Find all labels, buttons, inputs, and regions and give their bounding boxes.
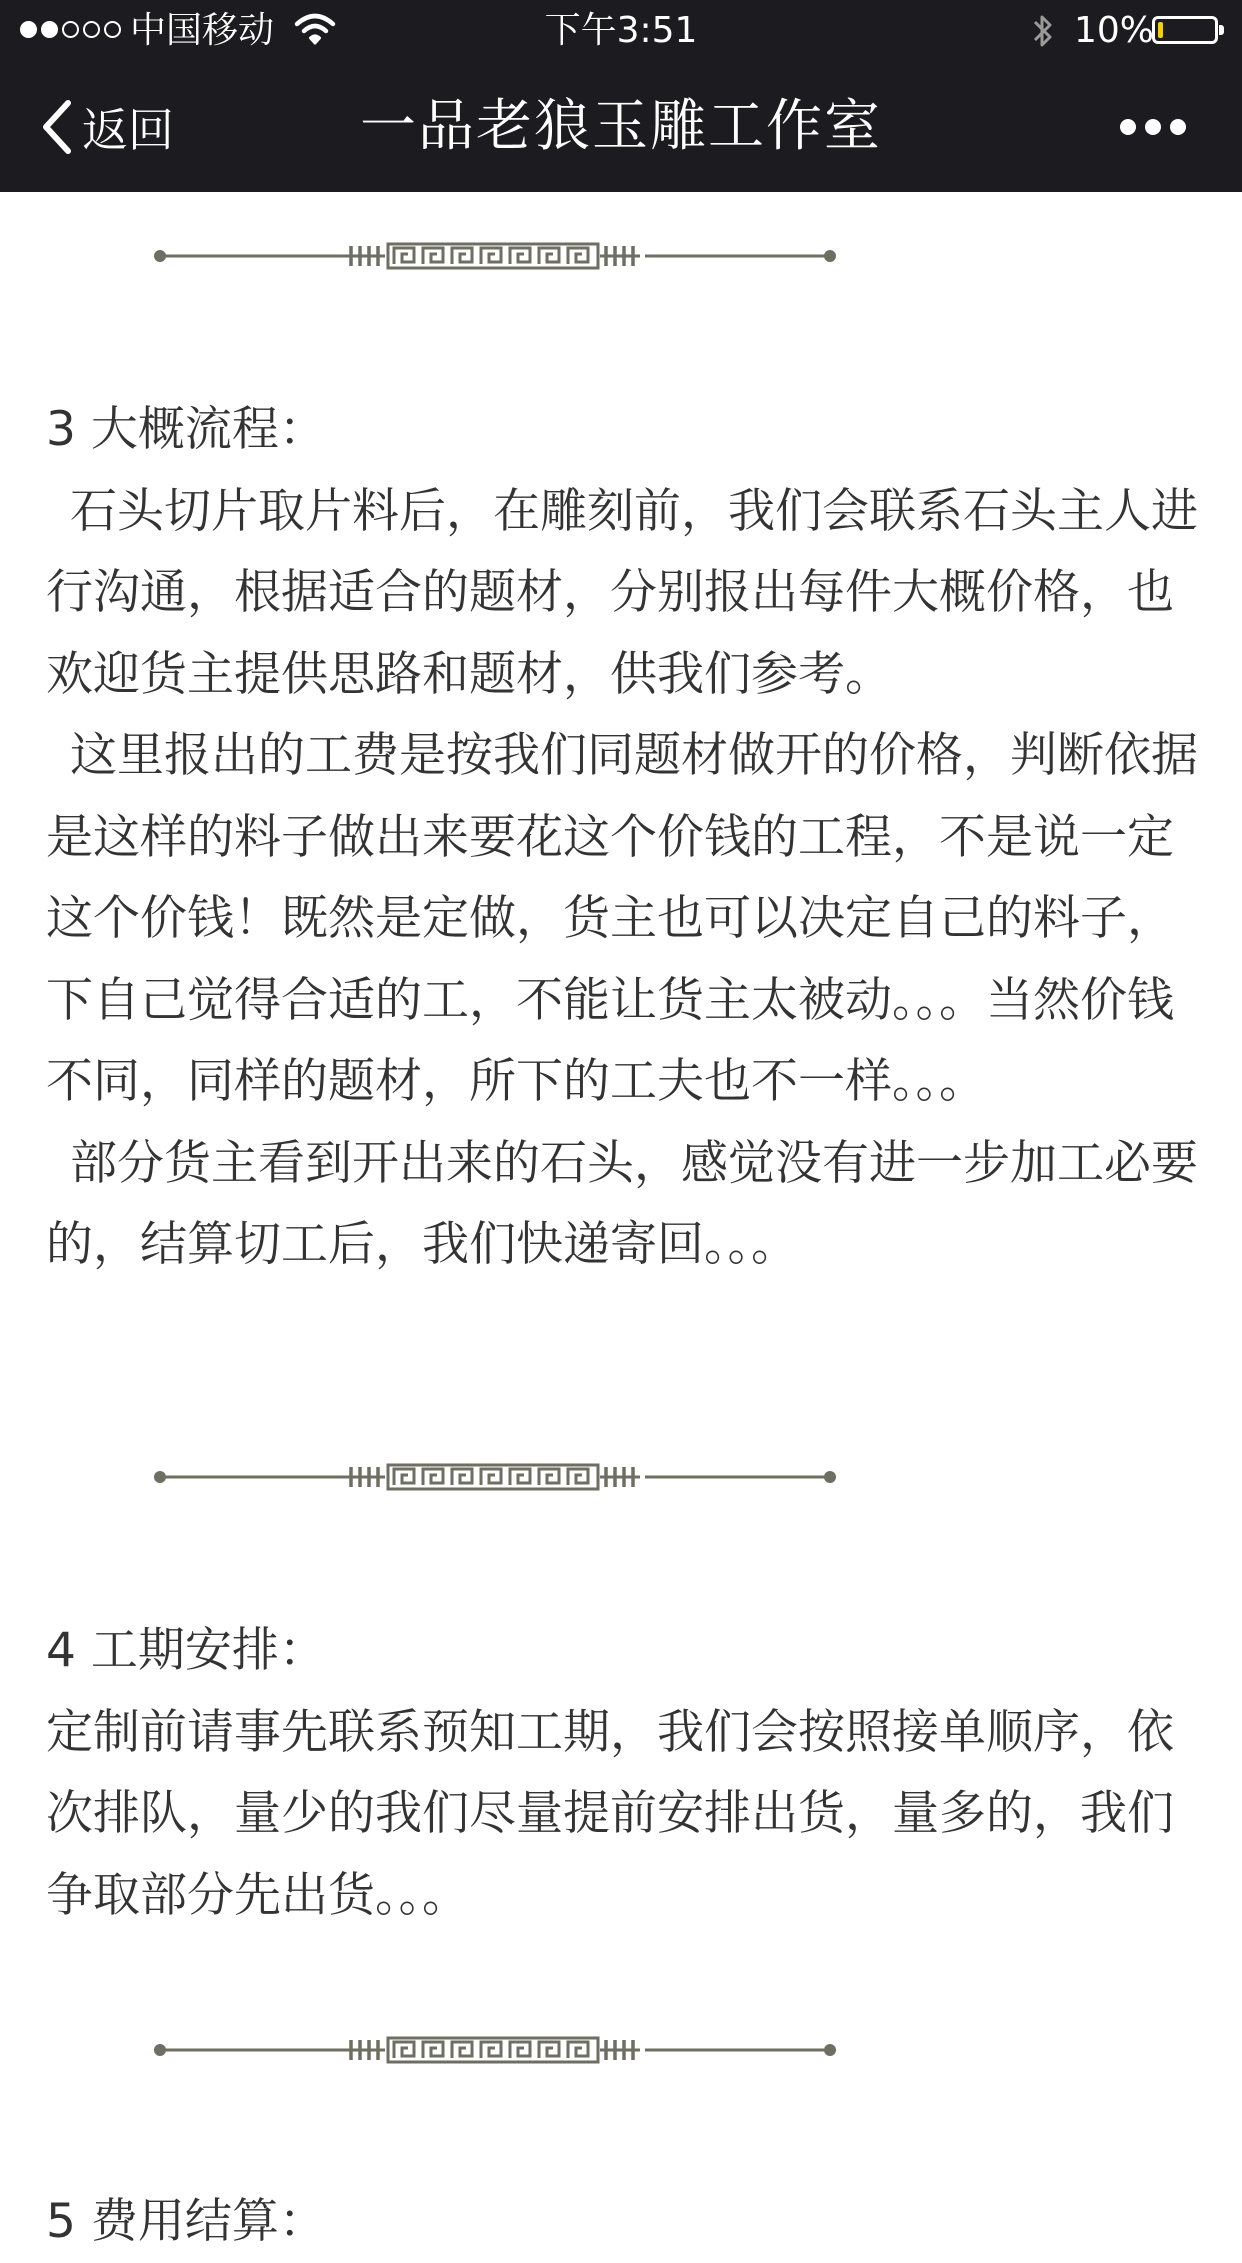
- navigation-bar: [0, 62, 1242, 192]
- bluetooth-icon: [1030, 12, 1056, 50]
- greek-key-divider-icon: [150, 2030, 840, 2070]
- battery-icon: [1152, 16, 1218, 44]
- more-dots-icon: [1170, 119, 1186, 135]
- section-process: [46, 389, 1206, 1286]
- more-dots-icon: [1145, 119, 1161, 135]
- section-schedule: [46, 1610, 1206, 1936]
- paragraph: 这里报出的工费是按我们同题材做开的价格，判断依据是这样的料子做出来要花这个价钱的工程，不是说一定这个价钱！既然是定做，货主也可以决定自己的料子，下自己觉得合适的工，不能让货主太被动。。。当然价钱不同，同样的题材，所下的工夫也不一样。。。: [46, 728, 1198, 1109]
- more-dots-icon: [1120, 119, 1136, 135]
- battery-nub: [1219, 25, 1224, 35]
- greek-key-divider-icon: [150, 236, 840, 276]
- status-bar: [0, 0, 1242, 62]
- chevron-left-icon: [40, 98, 74, 156]
- paragraph: 部分货主看到开出来的石头，感觉没有进一步加工必要的，结算切工后，我们快递寄回。。。: [46, 1135, 1198, 1272]
- battery-percent: 10%: [1074, 10, 1155, 51]
- back-button-label: 返回: [82, 103, 174, 157]
- section-fees: [46, 2181, 1206, 2263]
- battery-fill: [1158, 22, 1163, 38]
- greek-key-divider-icon: [150, 1457, 840, 1497]
- more-button[interactable]: [1120, 110, 1186, 144]
- section-heading: 4 工期安排：: [46, 1623, 326, 1678]
- section-heading: 5 费用结算：: [46, 2194, 326, 2249]
- paragraph: 石头切片取片料后，在雕刻前，我们会联系石头主人进行沟通，根据适合的题材，分别报出每件大概价格，也欢迎货主提供思路和题材，供我们参考。: [46, 483, 1198, 702]
- status-time: 下午3:51: [544, 10, 698, 51]
- back-button[interactable]: [40, 92, 174, 162]
- article-content[interactable]: [0, 192, 1242, 2249]
- section-heading: 3 大概流程：: [46, 402, 326, 457]
- paragraph: 定制前请事先联系预知工期，我们会按照接单顺序，依次排队，量少的我们尽量提前安排出货，量多的，我们争取部分先出货。。。: [46, 1704, 1174, 1923]
- carrier-name: 中国移动: [130, 10, 275, 51]
- page-title: 一品老狼玉雕工作室: [360, 94, 882, 159]
